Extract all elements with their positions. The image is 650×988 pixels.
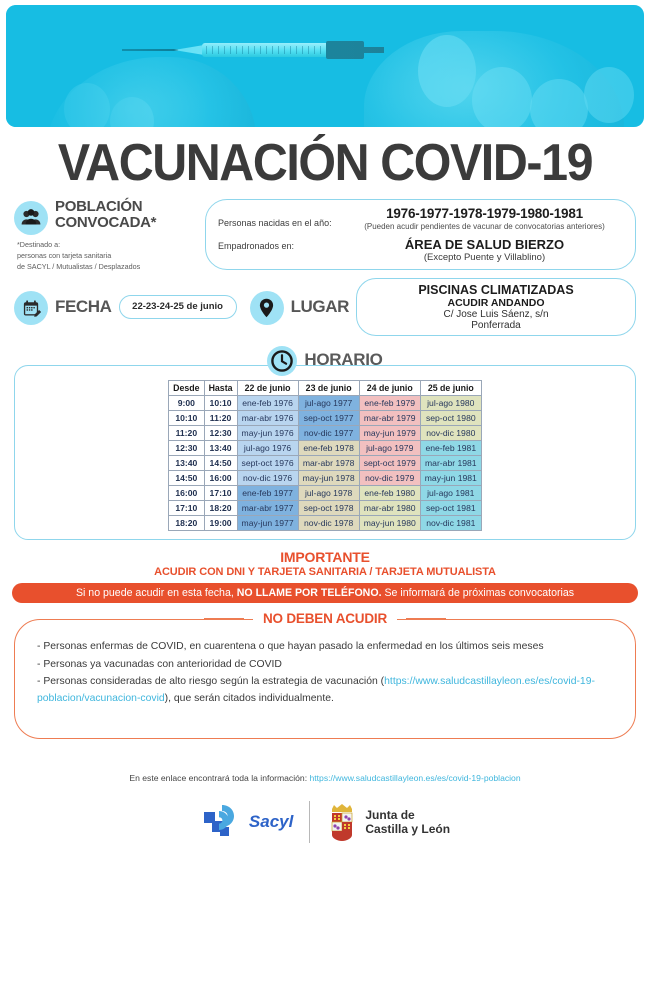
- syringe-barrel: [202, 43, 340, 57]
- calendar-icon: [14, 291, 48, 325]
- nda-item-2: - Personas ya vacunadas con anterioridad de COVID: [37, 658, 282, 670]
- cell-desde: 10:10: [169, 411, 204, 426]
- cell-desde: 11:20: [169, 426, 204, 441]
- poblacion-note-line1: *Destinado a:: [17, 240, 61, 249]
- cell-hasta: 19:00: [204, 516, 237, 531]
- lugar-line4: Ponferrada: [471, 320, 521, 332]
- cell-25-junio: jul-ago 1980: [420, 396, 481, 411]
- cell-desde: 13:40: [169, 456, 204, 471]
- clock-icon: [267, 346, 297, 376]
- cell-23-junio: nov-dic 1977: [298, 426, 359, 441]
- table-row: [169, 456, 482, 471]
- cell-24-junio: may-jun 1979: [359, 426, 420, 441]
- cell-24-junio: jul-ago 1979: [359, 441, 420, 456]
- horario-label: HORARIO: [304, 350, 383, 370]
- cell-25-junio: ene-feb 1981: [420, 441, 481, 456]
- cell-hasta: 18:20: [204, 501, 237, 516]
- col-25-junio: 25 de junio: [420, 381, 481, 396]
- jcyl-label: [365, 808, 450, 837]
- people-group-icon: [14, 201, 48, 235]
- cell-22-junio: mar-abr 1976: [237, 411, 298, 426]
- table-header-row: [169, 381, 482, 396]
- jcyl-line2: Castilla y León: [365, 822, 451, 837]
- nda-item-3-post: ), que serán citados individualmente.: [164, 692, 334, 704]
- sacyl-logo: [200, 801, 293, 843]
- cell-24-junio: nov-dic 1979: [359, 471, 420, 486]
- jcyl-crest-icon: [326, 802, 358, 842]
- syringe-cone: [174, 45, 204, 55]
- jcyl-logo: [326, 802, 450, 842]
- importante-heading: IMPORTANTE: [280, 549, 370, 566]
- syringe-plunger: [326, 41, 364, 59]
- poblacion-title-line2: CONVOCADA*: [55, 213, 157, 231]
- schedule-table-container: [14, 365, 636, 540]
- fecha-value: 22-23-24-25 de junio: [119, 295, 237, 319]
- health-area-note: (Excepto Puente y Villablino): [423, 252, 546, 263]
- cell-24-junio: sept-oct 1979: [359, 456, 420, 471]
- jcyl-line1: Junta de: [365, 808, 415, 822]
- cell-22-junio: nov-dic 1976: [237, 471, 298, 486]
- no-deben-acudir-box: [14, 619, 636, 739]
- cell-23-junio: jul-ago 1977: [298, 396, 359, 411]
- cell-23-junio: jul-ago 1978: [298, 486, 359, 501]
- poblacion-title-line1: POBLACIÓN: [55, 198, 143, 215]
- cell-desde: 17:10: [169, 501, 204, 516]
- nda-item-3: [29, 673, 621, 707]
- poblacion-note-line2: personas con tarjeta sanitaria: [17, 250, 112, 260]
- location-pin-icon: [250, 291, 284, 325]
- cell-25-junio: sep-oct 1981: [420, 501, 481, 516]
- table-row: [169, 411, 482, 426]
- lugar-line3: C/ Jose Luis Sáenz, s/n: [443, 309, 549, 321]
- table-row: [169, 441, 482, 456]
- sacyl-label: Sacyl: [248, 812, 294, 832]
- knuckle: [472, 67, 532, 127]
- no-deben-acudir-title: NO DEBEN ACUDIR: [14, 610, 636, 628]
- poblacion-info-box: [205, 199, 636, 270]
- title-rule-right: [406, 618, 446, 620]
- cell-23-junio: may-jun 1978: [298, 471, 359, 486]
- cell-desde: 14:50: [169, 471, 204, 486]
- cell-22-junio: jul-ago 1976: [237, 441, 298, 456]
- cell-25-junio: nov-dic 1980: [420, 426, 481, 441]
- poblacion-note: [17, 240, 199, 272]
- phone-warning-post: Se informará de próximas convocatorias: [381, 587, 575, 600]
- cell-desde: 18:20: [169, 516, 204, 531]
- poblacion-section: [0, 193, 650, 272]
- phone-warning-pre: Si no puede acudir en esta fecha,: [75, 587, 237, 600]
- lugar-value: [356, 278, 636, 336]
- nda-item-3-pre: - Personas consideradas de alto riesgo según la estrategia de vacunación (: [37, 675, 385, 687]
- importante-subheading: ACUDIR CON DNI Y TARJETA SANITARIA / TARJETA MUTUALISTA: [154, 566, 496, 579]
- schedule-table: [168, 380, 482, 531]
- cell-24-junio: ene-feb 1980: [359, 486, 420, 501]
- footer-info-text: En este enlace encontrará toda la información:: [129, 773, 310, 784]
- phone-warning-bar: [12, 583, 638, 603]
- cell-25-junio: mar-abr 1981: [420, 456, 481, 471]
- cell-22-junio: ene-feb 1977: [237, 486, 298, 501]
- logo-divider: [309, 801, 310, 843]
- lugar-line2: ACUDIR ANDANDO: [447, 297, 545, 310]
- fecha-label: FECHA: [55, 297, 112, 317]
- cell-desde: 16:00: [169, 486, 204, 501]
- poblacion-note-line3: de SACYL / Mutualistas / Desplazados: [17, 261, 141, 271]
- table-row: [169, 501, 482, 516]
- cell-hasta: 11:20: [204, 411, 237, 426]
- no-deben-acudir-section: [14, 611, 636, 739]
- health-area-value: ÁREA DE SALUD BIERZO: [404, 237, 565, 252]
- label-registered-in: Empadronados en:: [218, 240, 295, 251]
- table-row: [169, 486, 482, 501]
- birth-years-note: (Pueden acudir pendientes de vacunar de convocatorias anteriores): [364, 222, 605, 231]
- footer-logos: [0, 801, 650, 843]
- col-hasta: Hasta: [204, 381, 237, 396]
- lugar-line1: PISCINAS CLIMATIZADAS: [418, 283, 574, 298]
- cell-hasta: 17:10: [204, 486, 237, 501]
- cell-22-junio: may-jun 1977: [237, 516, 298, 531]
- cell-23-junio: mar-abr 1978: [298, 456, 359, 471]
- col-24-junio: 24 de junio: [359, 381, 420, 396]
- cell-hasta: 10:10: [204, 396, 237, 411]
- cell-23-junio: sep-oct 1977: [298, 411, 359, 426]
- cell-23-junio: sep-oct 1978: [298, 501, 359, 516]
- col-22-junio: 22 de junio: [237, 381, 298, 396]
- cell-24-junio: ene-feb 1979: [359, 396, 420, 411]
- cell-hasta: 14:50: [204, 456, 237, 471]
- nda-item-3-link[interactable]: https://www.saludcastillayleon.es/es/covid-19-poblacion/vacunacion-covid: [37, 675, 595, 704]
- label-born-year: Personas nacidas en el año:: [218, 217, 332, 228]
- cell-22-junio: mar-abr 1977: [237, 501, 298, 516]
- cell-25-junio: may-jun 1981: [420, 471, 481, 486]
- knuckle: [584, 67, 634, 123]
- fecha-lugar-section: [0, 272, 650, 336]
- knuckle: [64, 83, 110, 127]
- col-23-junio: 23 de junio: [298, 381, 359, 396]
- cell-24-junio: mar-abr 1980: [359, 501, 420, 516]
- table-row: [169, 471, 482, 486]
- cell-23-junio: ene-feb 1978: [298, 441, 359, 456]
- cell-hasta: 12:30: [204, 426, 237, 441]
- footer-info-line: [0, 773, 650, 783]
- cell-23-junio: nov-dic 1978: [298, 516, 359, 531]
- page-title: VACUNACIÓN COVID-19: [57, 134, 593, 192]
- lugar-label: LUGAR: [290, 297, 350, 317]
- poblacion-left: [14, 199, 199, 272]
- cell-25-junio: sep-oct 1980: [420, 411, 481, 426]
- birth-years-value: 1976-1977-1978-1979-1980-1981: [386, 206, 583, 221]
- syringe-needle-icon: [122, 49, 178, 51]
- footer-info-link[interactable]: https://www.saludcastillayleon.es/es/covid-19-poblacion: [309, 773, 521, 784]
- table-row: [169, 396, 482, 411]
- cell-24-junio: may-jun 1980: [359, 516, 420, 531]
- table-row: [169, 516, 482, 531]
- phone-warning-bold: NO LLAME POR TELÉFONO.: [236, 587, 382, 600]
- cell-desde: 9:00: [169, 396, 204, 411]
- cell-hasta: 16:00: [204, 471, 237, 486]
- sacyl-mark-icon: [200, 801, 244, 843]
- poblacion-labels: [218, 212, 346, 258]
- cell-22-junio: sept-oct 1976: [237, 456, 298, 471]
- cell-24-junio: mar-abr 1979: [359, 411, 420, 426]
- cell-22-junio: ene-feb 1976: [237, 396, 298, 411]
- knuckle: [418, 35, 476, 107]
- poblacion-values: [346, 206, 623, 263]
- col-desde: Desde: [169, 381, 204, 396]
- title-rule-left: [204, 618, 244, 620]
- cell-desde: 12:30: [169, 441, 204, 456]
- cell-25-junio: jul-ago 1981: [420, 486, 481, 501]
- cell-22-junio: may-jun 1976: [237, 426, 298, 441]
- hero-banner: [6, 5, 644, 127]
- cell-hasta: 13:40: [204, 441, 237, 456]
- table-row: [169, 426, 482, 441]
- cell-25-junio: nov-dic 1981: [420, 516, 481, 531]
- nda-item-1: - Personas enfermas de COVID, en cuarentena o que hayan pasado la enfermedad en los últimos seis meses: [37, 641, 544, 653]
